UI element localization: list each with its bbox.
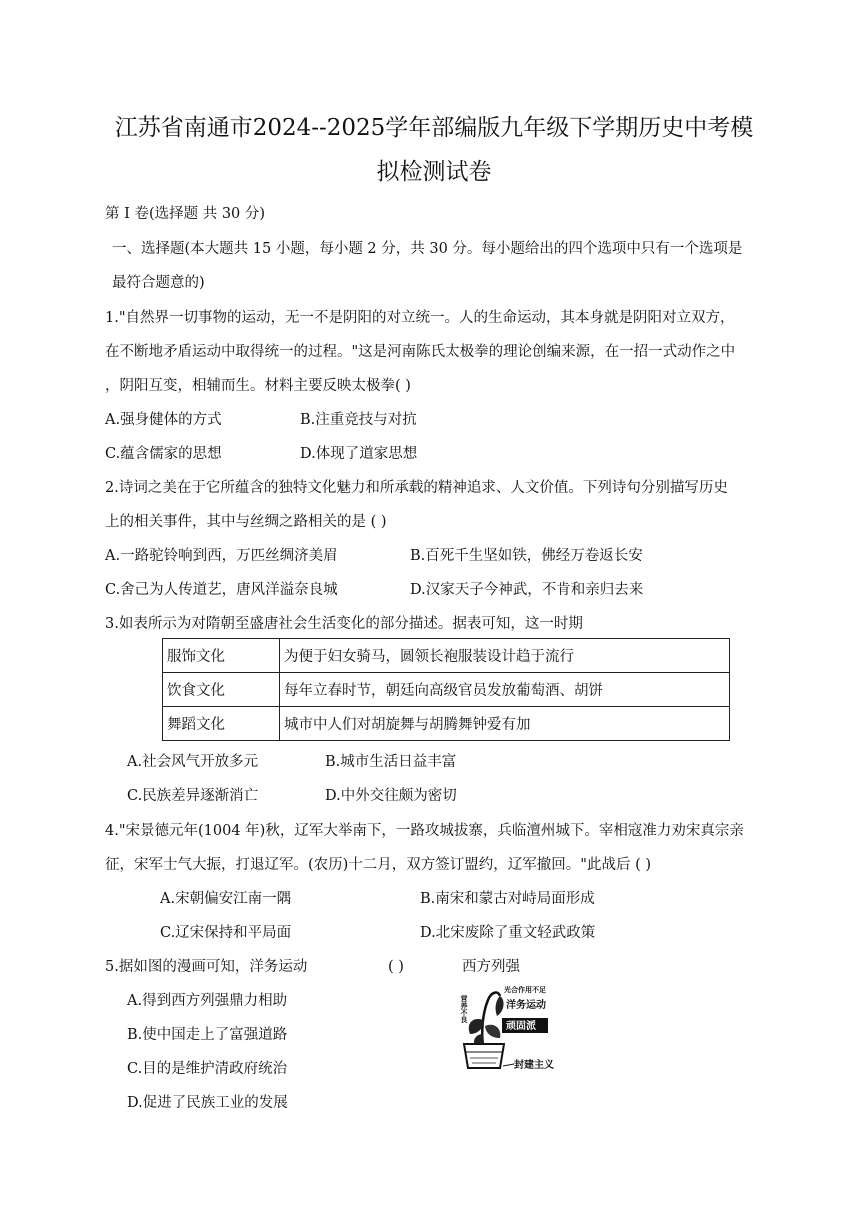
q5-option-c: C.目的是维护清政府统治 bbox=[127, 1061, 288, 1077]
q1-option-c: C.蕴含儒家的思想 bbox=[105, 446, 222, 462]
q1-option-b: B.注重竞技与对抗 bbox=[300, 412, 417, 428]
q1-option-a: A.强身健体的方式 bbox=[105, 412, 222, 428]
q2-stem-line1: 2.诗词之美在于它所蕴含的独特文化魅力和所承载的精神追求、人文价值。下列诗句分别描写历史 bbox=[105, 480, 728, 496]
cartoon-top-label: 光合作用不足 bbox=[504, 986, 546, 994]
q1-stem-line2: 在不断地矛盾运动中取得统一的过程。"这是河南陈氏太极拳的理论创编来源，在一招一式动作之中 bbox=[105, 344, 736, 360]
q3-option-d: D.中外交往颇为密切 bbox=[325, 788, 457, 804]
table-cell: 为便于妇女骑马，圆领长袍服装设计趋于流行 bbox=[280, 639, 730, 673]
table-row bbox=[163, 639, 730, 673]
exam-title-line2: 拟检测试卷 bbox=[376, 159, 492, 185]
cartoon-plant-label: 洋务运动 bbox=[506, 1000, 546, 1011]
q4-option-b: B.南宋和蒙古对峙局面形成 bbox=[420, 891, 595, 907]
q5-answer-bracket: ( ) bbox=[388, 959, 404, 975]
section-heading-line2: 最符合题意的) bbox=[112, 275, 205, 291]
q3-table bbox=[162, 638, 730, 741]
q3-option-a: A.社会风气开放多元 bbox=[127, 754, 259, 770]
section-heading-line1: 一、选择题(本大题共 15 小题，每小题 2 分，共 30 分。每小题给出的四个选项中只有一个选项是 bbox=[112, 241, 743, 257]
q3-stem: 3.如表所示为对隋朝至盛唐社会生活变化的部分描述。据表可知，这一时期 bbox=[105, 616, 583, 632]
cartoon-pot-label: 封建主义 bbox=[514, 1060, 554, 1071]
q3-option-c: C.民族差异逐渐消亡 bbox=[127, 788, 259, 804]
q3-option-b: B.城市生活日益丰富 bbox=[325, 754, 457, 770]
q2-option-a: A.一路驼铃响到西，万匹丝绸济美眉 bbox=[105, 548, 338, 564]
q5-option-d: D.促进了民族工业的发展 bbox=[127, 1095, 288, 1111]
table-row bbox=[163, 673, 730, 707]
table-cell: 服饰文化 bbox=[163, 639, 280, 673]
q2-stem-line2: 上的相关事件，其中与丝绸之路相关的是 ( ) bbox=[105, 514, 387, 530]
volume-heading: 第 I 卷(选择题 共 30 分) bbox=[105, 206, 266, 222]
cartoon-left-label: 营养不良 bbox=[460, 995, 468, 1023]
q1-option-d: D.体现了道家思想 bbox=[300, 446, 418, 462]
q1-stem-line3: ，阴阳互变，相辅而生。材料主要反映太极拳( ) bbox=[105, 378, 411, 394]
q2-option-c: C.舍己为人传道艺，唐风洋溢奈良城 bbox=[105, 582, 338, 598]
exam-title-line1: 江苏省南通市2024--2025学年部编版九年级下学期历史中考模 bbox=[114, 115, 754, 141]
q5-option-a: A.得到西方列强鼎力相助 bbox=[127, 993, 288, 1009]
table-cell: 饮食文化 bbox=[163, 673, 280, 707]
q5-option-b: B.使中国走上了富强道路 bbox=[127, 1027, 288, 1043]
q5-side-label: 西方列强 bbox=[462, 959, 520, 975]
q2-option-b: B.百死千生坚如铁，佛经万卷返长安 bbox=[410, 548, 643, 564]
table-cell: 每年立春时节，朝廷向高级官员发放葡萄酒、胡饼 bbox=[280, 673, 730, 707]
table-cell: 城市中人们对胡旋舞与胡腾舞钟爱有加 bbox=[280, 707, 730, 741]
table-cell: 舞蹈文化 bbox=[163, 707, 280, 741]
q4-stem-line1: 4."宋景德元年(1004 年)秋，辽军大举南下，一路攻城拔寨，兵临澶州城下。宰相寇准力劝宋真宗亲 bbox=[105, 823, 744, 839]
q4-stem-line2: 征，宋军士气大振，打退辽军。(农历)十二月，双方签订盟约，辽军撤回。"此战后 ( ) bbox=[105, 857, 652, 873]
q2-option-d: D.汉家天子今神武，不肯和亲归去来 bbox=[410, 582, 644, 598]
q1-stem-line1: 1."自然界一切事物的运动，无一不是阴阳的对立统一。人的生命运动，其本身就是阴阳对立双方， bbox=[105, 310, 735, 326]
q5-stem: 5.据如图的漫画可知，洋务运动 bbox=[105, 959, 308, 975]
cartoon-wilting-plant-image bbox=[456, 982, 560, 1074]
q4-option-c: C.辽宋保持和平局面 bbox=[160, 925, 292, 941]
cartoon-box-label: 顽固派 bbox=[506, 1021, 536, 1032]
q4-option-d: D.北宋废除了重文轻武政策 bbox=[420, 925, 596, 941]
q4-option-a: A.宋朝偏安江南一隅 bbox=[160, 891, 292, 907]
table-row bbox=[163, 707, 730, 741]
